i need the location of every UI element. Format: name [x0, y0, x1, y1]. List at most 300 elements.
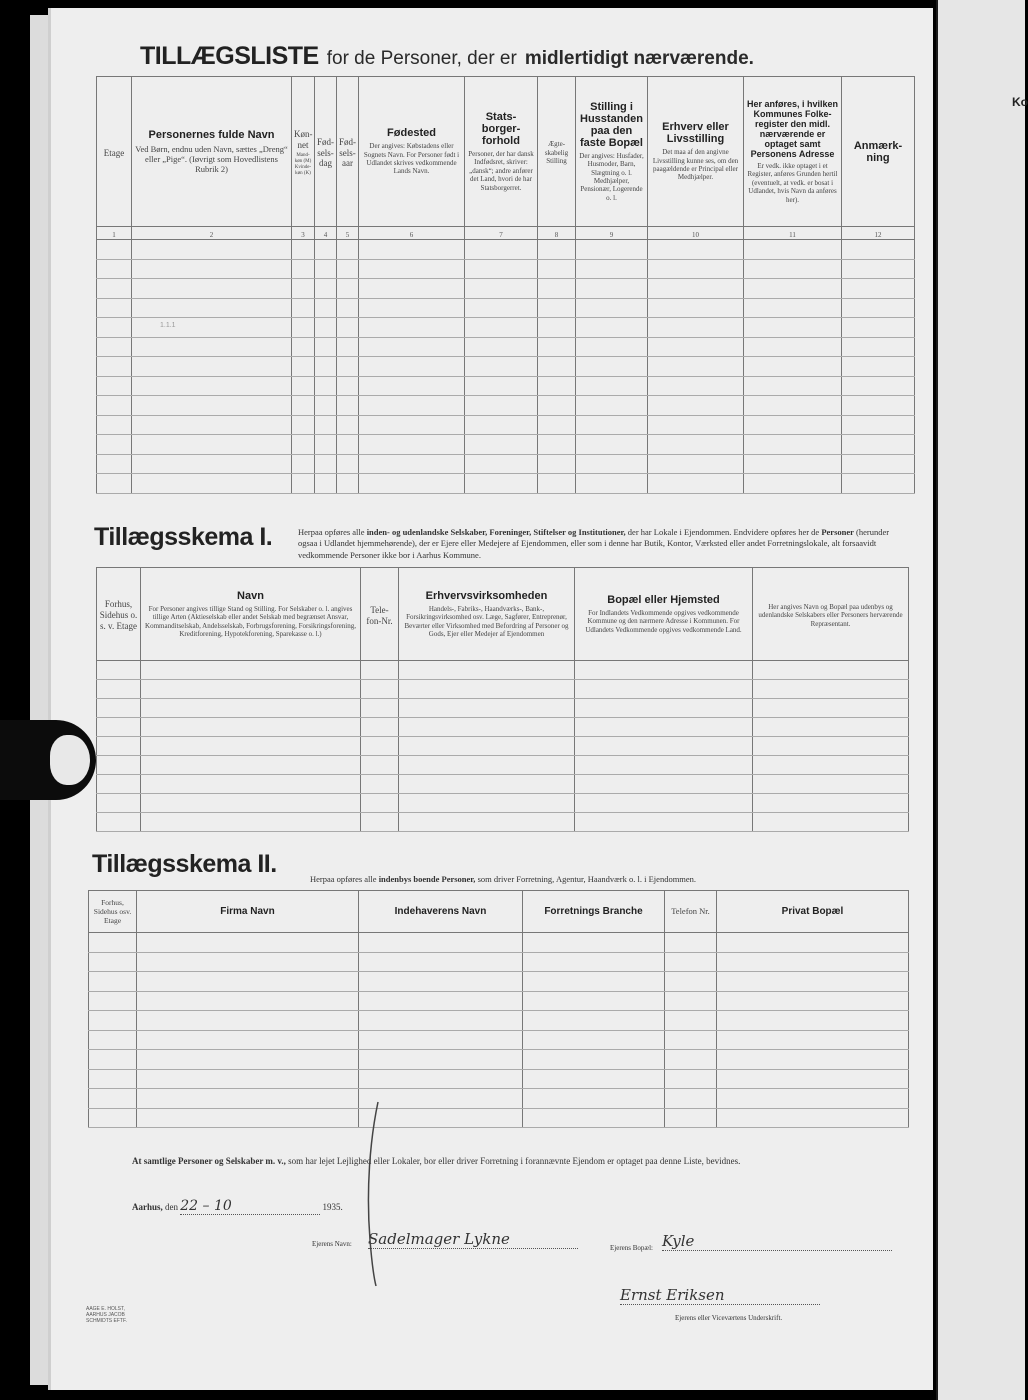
table-cell[interactable] — [399, 661, 575, 680]
table-cell[interactable] — [315, 474, 337, 494]
table-cell[interactable] — [359, 415, 465, 435]
table-cell[interactable] — [89, 1108, 137, 1128]
table-cell[interactable] — [89, 1069, 137, 1089]
table-cell[interactable] — [538, 415, 576, 435]
table-cell[interactable] — [361, 737, 399, 756]
table-cell[interactable] — [538, 357, 576, 377]
table-cell[interactable] — [576, 396, 648, 416]
s1-col-5: Bopæl eller Hjemsted For Indlandets Vedkommende opgives vedkommende Kommune og den nærmere Adresse i Kommunen. For Udlandets Vedkommende opgives vedkommende Land. — [575, 568, 753, 661]
table-cell[interactable] — [648, 318, 744, 338]
table-cell[interactable] — [137, 972, 359, 992]
skema1-title: Tillægsskema I. — [94, 523, 273, 551]
table-cell[interactable] — [137, 952, 359, 972]
table-cell[interactable] — [315, 396, 337, 416]
table-cell[interactable] — [399, 699, 575, 718]
table-cell[interactable] — [648, 474, 744, 494]
table-cell[interactable] — [97, 298, 132, 318]
table-cell[interactable] — [315, 337, 337, 357]
table-cell[interactable] — [97, 680, 141, 699]
table-cell[interactable] — [137, 1030, 359, 1050]
table-row — [97, 279, 915, 299]
table-cell[interactable] — [576, 474, 648, 494]
table-cell[interactable] — [465, 454, 538, 474]
table-cell[interactable] — [337, 415, 359, 435]
table-cell[interactable] — [137, 1069, 359, 1089]
table-cell[interactable] — [315, 357, 337, 377]
table-cell[interactable] — [89, 991, 137, 1011]
table-cell[interactable] — [89, 1011, 137, 1031]
table-cell[interactable] — [717, 952, 909, 972]
table-cell[interactable] — [97, 279, 132, 299]
table-cell[interactable] — [132, 298, 292, 318]
table-cell[interactable] — [465, 357, 538, 377]
table-cell[interactable] — [575, 775, 753, 794]
table-cell[interactable] — [648, 240, 744, 260]
table-row — [97, 794, 909, 813]
table-cell[interactable] — [359, 1030, 523, 1050]
table-cell[interactable] — [538, 454, 576, 474]
table-cell[interactable] — [141, 794, 361, 813]
table-cell[interactable] — [665, 1108, 717, 1128]
table-cell[interactable] — [399, 794, 575, 813]
table-cell[interactable] — [717, 972, 909, 992]
table-cell[interactable] — [523, 1108, 665, 1128]
table-cell[interactable] — [576, 415, 648, 435]
table-cell[interactable] — [315, 435, 337, 455]
table-cell[interactable] — [842, 259, 915, 279]
table-cell[interactable] — [137, 1089, 359, 1109]
table-cell[interactable] — [337, 474, 359, 494]
table-cell[interactable] — [576, 435, 648, 455]
table-cell[interactable] — [753, 756, 909, 775]
table-cell[interactable] — [132, 240, 292, 260]
table-cell[interactable] — [132, 376, 292, 396]
table-cell[interactable] — [292, 474, 315, 494]
table-cell[interactable] — [575, 756, 753, 775]
table-cell[interactable] — [361, 813, 399, 832]
table-cell[interactable] — [576, 376, 648, 396]
table-cell[interactable] — [753, 737, 909, 756]
signature-handwritten: Ernst Eriksen — [620, 1286, 820, 1305]
table-cell[interactable] — [753, 718, 909, 737]
table-cell[interactable] — [538, 435, 576, 455]
table-cell[interactable] — [97, 337, 132, 357]
table-cell[interactable] — [717, 1011, 909, 1031]
table-cell[interactable] — [137, 1050, 359, 1070]
table-cell[interactable] — [575, 661, 753, 680]
table-cell[interactable] — [538, 376, 576, 396]
table-cell[interactable] — [97, 794, 141, 813]
table-cell[interactable] — [97, 474, 132, 494]
table-cell[interactable] — [89, 952, 137, 972]
table-row — [97, 396, 915, 416]
table-cell[interactable] — [97, 415, 132, 435]
table-cell[interactable] — [717, 1050, 909, 1070]
table-cell[interactable] — [132, 435, 292, 455]
table-cell[interactable] — [665, 952, 717, 972]
table-row — [97, 474, 915, 494]
owner-address-handwritten: Kyle — [662, 1232, 892, 1251]
table-cell[interactable] — [141, 680, 361, 699]
s2-col-4: Forretnings Branche — [523, 891, 665, 933]
table-cell[interactable] — [359, 357, 465, 377]
table-cell[interactable] — [399, 718, 575, 737]
table-cell[interactable] — [744, 396, 842, 416]
table-cell[interactable] — [137, 991, 359, 1011]
table-cell[interactable] — [523, 952, 665, 972]
table-cell[interactable] — [576, 279, 648, 299]
table-cell[interactable] — [137, 1108, 359, 1128]
table-cell[interactable] — [137, 933, 359, 953]
t1-col-8: Ægte-skabelig Stilling — [538, 77, 576, 227]
table-cell[interactable] — [359, 279, 465, 299]
table-cell[interactable] — [744, 298, 842, 318]
table-cell[interactable] — [337, 240, 359, 260]
table-cell[interactable] — [399, 756, 575, 775]
table-cell[interactable] — [399, 775, 575, 794]
table-cell[interactable] — [842, 357, 915, 377]
colnum: 1 — [97, 227, 132, 240]
table-cell[interactable] — [359, 474, 465, 494]
table-cell[interactable] — [523, 1030, 665, 1050]
table-cell[interactable] — [538, 474, 576, 494]
table-cell[interactable] — [665, 972, 717, 992]
table-cell[interactable] — [753, 794, 909, 813]
table-cell[interactable] — [648, 376, 744, 396]
table-cell[interactable] — [89, 972, 137, 992]
table-cell[interactable] — [523, 1011, 665, 1031]
table-cell[interactable] — [337, 337, 359, 357]
title-rest: for de Personer, der er — [326, 48, 517, 69]
table-cell[interactable] — [665, 1069, 717, 1089]
table-cell[interactable] — [292, 279, 315, 299]
table-cell[interactable] — [717, 1108, 909, 1128]
table-cell[interactable] — [523, 1089, 665, 1109]
table-cell[interactable] — [337, 396, 359, 416]
table-cell[interactable] — [97, 376, 132, 396]
table-cell[interactable] — [576, 318, 648, 338]
table-cell[interactable] — [337, 376, 359, 396]
table-cell[interactable] — [648, 415, 744, 435]
table-cell[interactable] — [141, 756, 361, 775]
table-cell[interactable] — [648, 259, 744, 279]
s2-col-2: Firma Navn — [137, 891, 359, 933]
table-cell[interactable] — [132, 337, 292, 357]
table-cell[interactable] — [315, 259, 337, 279]
table-cell[interactable] — [361, 794, 399, 813]
table-cell[interactable] — [717, 1089, 909, 1109]
table-cell[interactable] — [842, 415, 915, 435]
table-cell[interactable] — [337, 357, 359, 377]
table-cell[interactable] — [97, 699, 141, 718]
table-cell[interactable] — [89, 1030, 137, 1050]
thumb-nail — [50, 735, 90, 785]
table-cell[interactable] — [465, 415, 538, 435]
table-cell[interactable] — [97, 435, 132, 455]
table-cell[interactable] — [465, 318, 538, 338]
table-cell[interactable] — [465, 376, 538, 396]
table-cell[interactable] — [744, 357, 842, 377]
table-cell[interactable] — [744, 318, 842, 338]
table-cell[interactable] — [359, 1069, 523, 1089]
table-cell[interactable] — [576, 357, 648, 377]
table-cell[interactable] — [465, 240, 538, 260]
table-cell[interactable] — [744, 376, 842, 396]
table-cell[interactable] — [576, 298, 648, 318]
table-cell[interactable] — [465, 435, 538, 455]
table-cell[interactable] — [141, 718, 361, 737]
table-cell[interactable] — [842, 337, 915, 357]
table-cell[interactable] — [97, 454, 132, 474]
table-cell[interactable] — [361, 756, 399, 775]
table-cell[interactable] — [359, 933, 523, 953]
table-cell[interactable] — [359, 952, 523, 972]
table-cell[interactable] — [465, 337, 538, 357]
table-cell[interactable] — [465, 259, 538, 279]
table-cell[interactable] — [842, 298, 915, 318]
table-row — [97, 415, 915, 435]
table-cell[interactable] — [648, 337, 744, 357]
table-cell[interactable] — [137, 1011, 359, 1031]
table-cell[interactable] — [97, 737, 141, 756]
table-cell[interactable] — [648, 357, 744, 377]
table-cell[interactable] — [665, 1089, 717, 1109]
table-cell[interactable] — [359, 435, 465, 455]
table-cell[interactable] — [132, 474, 292, 494]
table-cell[interactable] — [359, 337, 465, 357]
table-cell[interactable] — [753, 680, 909, 699]
table-cell[interactable] — [361, 680, 399, 699]
table-cell[interactable] — [97, 661, 141, 680]
table-cell[interactable] — [753, 775, 909, 794]
colnum: 11 — [744, 227, 842, 240]
table-cell[interactable] — [359, 240, 465, 260]
table-cell[interactable] — [538, 259, 576, 279]
table-cell[interactable] — [523, 991, 665, 1011]
table-cell[interactable] — [315, 376, 337, 396]
table-cell[interactable] — [744, 435, 842, 455]
next-page — [936, 0, 1028, 1400]
table-cell[interactable] — [842, 376, 915, 396]
table-cell[interactable] — [648, 298, 744, 318]
table-cell[interactable] — [842, 474, 915, 494]
table-cell[interactable] — [717, 1030, 909, 1050]
table-cell[interactable] — [744, 474, 842, 494]
table-cell[interactable] — [337, 279, 359, 299]
table-cell[interactable] — [575, 699, 753, 718]
table-cell[interactable] — [359, 259, 465, 279]
table-cell[interactable] — [97, 357, 132, 377]
table-cell[interactable] — [315, 454, 337, 474]
table-cell[interactable] — [744, 415, 842, 435]
table-cell[interactable] — [753, 699, 909, 718]
table-row — [97, 756, 909, 775]
table-cell[interactable] — [665, 933, 717, 953]
table-cell[interactable] — [538, 396, 576, 416]
table-cell[interactable] — [132, 279, 292, 299]
table-cell[interactable] — [359, 1011, 523, 1031]
table-cell[interactable] — [292, 298, 315, 318]
table-row — [97, 680, 909, 699]
table-cell[interactable] — [132, 396, 292, 416]
table-cell[interactable] — [717, 933, 909, 953]
table-cell[interactable] — [97, 756, 141, 775]
table-cell[interactable] — [523, 933, 665, 953]
table-cell[interactable] — [89, 1050, 137, 1070]
table-cell[interactable] — [465, 396, 538, 416]
table-cell[interactable] — [132, 357, 292, 377]
table-cell[interactable] — [97, 240, 132, 260]
table-cell[interactable] — [141, 737, 361, 756]
table-cell[interactable] — [315, 298, 337, 318]
table-cell[interactable] — [523, 1050, 665, 1070]
table-cell[interactable] — [315, 415, 337, 435]
table-cell[interactable] — [97, 718, 141, 737]
table-cell[interactable] — [648, 396, 744, 416]
table-row — [97, 259, 915, 279]
table-cell[interactable] — [361, 775, 399, 794]
table-cell[interactable] — [97, 318, 132, 338]
table-cell[interactable] — [315, 279, 337, 299]
table-cell[interactable] — [97, 813, 141, 832]
table1-colnum-row — [97, 227, 915, 240]
table-cell[interactable] — [575, 718, 753, 737]
table-cell[interactable] — [753, 813, 909, 832]
table-row — [97, 357, 915, 377]
table-cell[interactable] — [665, 991, 717, 1011]
table-cell[interactable] — [359, 972, 523, 992]
table-cell[interactable] — [337, 318, 359, 338]
skema2-body — [89, 933, 909, 1128]
table-cell[interactable] — [538, 318, 576, 338]
table-cell[interactable] — [337, 454, 359, 474]
table-cell[interactable] — [842, 318, 915, 338]
table-cell[interactable] — [361, 661, 399, 680]
table-cell[interactable] — [575, 794, 753, 813]
table-row — [89, 1050, 909, 1070]
table-cell[interactable] — [359, 454, 465, 474]
table-cell[interactable] — [665, 1011, 717, 1031]
table-cell[interactable] — [292, 259, 315, 279]
table-cell[interactable] — [842, 435, 915, 455]
table-cell[interactable] — [361, 718, 399, 737]
table-cell[interactable] — [132, 454, 292, 474]
table-cell[interactable] — [648, 454, 744, 474]
table-cell[interactable] — [538, 279, 576, 299]
table-cell[interactable] — [89, 1089, 137, 1109]
table-cell[interactable] — [842, 396, 915, 416]
table-cell[interactable] — [89, 933, 137, 953]
table-cell[interactable] — [575, 680, 753, 699]
table-cell[interactable] — [648, 435, 744, 455]
table-row — [89, 933, 909, 953]
table-cell[interactable] — [744, 259, 842, 279]
table-cell[interactable] — [717, 991, 909, 1011]
colnum: 4 — [315, 227, 337, 240]
table-cell[interactable] — [141, 661, 361, 680]
table-cell[interactable] — [665, 1050, 717, 1070]
table-cell[interactable] — [359, 991, 523, 1011]
table-cell[interactable] — [842, 279, 915, 299]
table-cell[interactable] — [399, 680, 575, 699]
table-cell[interactable] — [97, 259, 132, 279]
table-cell[interactable] — [292, 415, 315, 435]
table-cell[interactable] — [538, 240, 576, 260]
table-cell[interactable] — [292, 240, 315, 260]
table-cell[interactable] — [359, 396, 465, 416]
table-cell[interactable] — [576, 259, 648, 279]
table-cell[interactable] — [753, 661, 909, 680]
table-cell[interactable] — [575, 813, 753, 832]
table-cell[interactable] — [575, 737, 753, 756]
table-row — [97, 813, 909, 832]
table-cell[interactable] — [359, 318, 465, 338]
table-cell[interactable] — [315, 318, 337, 338]
table-cell[interactable] — [648, 279, 744, 299]
date-handwritten: 22 – 10 — [180, 1198, 320, 1215]
table-cell[interactable] — [465, 298, 538, 318]
table-cell[interactable] — [576, 240, 648, 260]
owner-name-handwritten: Sadelmager Lykne — [368, 1230, 578, 1249]
table-cell[interactable] — [538, 337, 576, 357]
table-cell[interactable] — [337, 435, 359, 455]
table-cell[interactable] — [132, 415, 292, 435]
table-cell[interactable] — [538, 298, 576, 318]
table-cell[interactable] — [665, 1030, 717, 1050]
table-cell[interactable] — [842, 454, 915, 474]
table-cell[interactable] — [361, 699, 399, 718]
table-cell[interactable] — [399, 737, 575, 756]
table-cell[interactable] — [523, 972, 665, 992]
table-cell[interactable] — [292, 435, 315, 455]
table-cell[interactable] — [292, 376, 315, 396]
table-cell[interactable] — [337, 298, 359, 318]
table-cell[interactable] — [399, 813, 575, 832]
table-cell[interactable] — [359, 376, 465, 396]
table-cell[interactable] — [744, 454, 842, 474]
table-cell[interactable] — [292, 318, 315, 338]
table-cell[interactable] — [141, 813, 361, 832]
table-cell[interactable] — [717, 1069, 909, 1089]
table-cell[interactable] — [141, 775, 361, 794]
table-cell[interactable] — [359, 298, 465, 318]
table-cell[interactable] — [576, 454, 648, 474]
table-cell[interactable] — [292, 454, 315, 474]
table-cell[interactable] — [141, 699, 361, 718]
table-cell[interactable] — [359, 1050, 523, 1070]
table-cell[interactable] — [292, 396, 315, 416]
table-cell[interactable] — [132, 259, 292, 279]
skema2-description: Herpaa opføres alle indenbys boende Personer, som driver Forretning, Agentur, Haandværk o. l. i Ejendommen. — [310, 874, 697, 884]
table-cell[interactable] — [315, 240, 337, 260]
table-cell[interactable] — [744, 279, 842, 299]
table-row — [89, 952, 909, 972]
s1-col-4: Erhvervsvirksomheden Handels-, Fabriks-, Haandværks-, Bank-, Forsikringsvirksomhed osv. Læge, Sagfører, Entreprenør, Beværter eller Virksomhed med Befordring af Personer og Gods, Ejer eller Medejer af Ejendommen — [399, 568, 575, 661]
table-cell[interactable] — [465, 474, 538, 494]
table-cell[interactable] — [132, 318, 292, 338]
table-cell[interactable] — [523, 1069, 665, 1089]
table-cell[interactable] — [97, 396, 132, 416]
table-cell[interactable] — [744, 337, 842, 357]
table-cell[interactable] — [97, 775, 141, 794]
table-cell[interactable] — [576, 337, 648, 357]
table-cell[interactable] — [292, 357, 315, 377]
table-cell[interactable] — [337, 259, 359, 279]
table-cell[interactable] — [465, 279, 538, 299]
table-cell[interactable] — [842, 240, 915, 260]
table-cell[interactable] — [292, 337, 315, 357]
table-cell[interactable] — [744, 240, 842, 260]
